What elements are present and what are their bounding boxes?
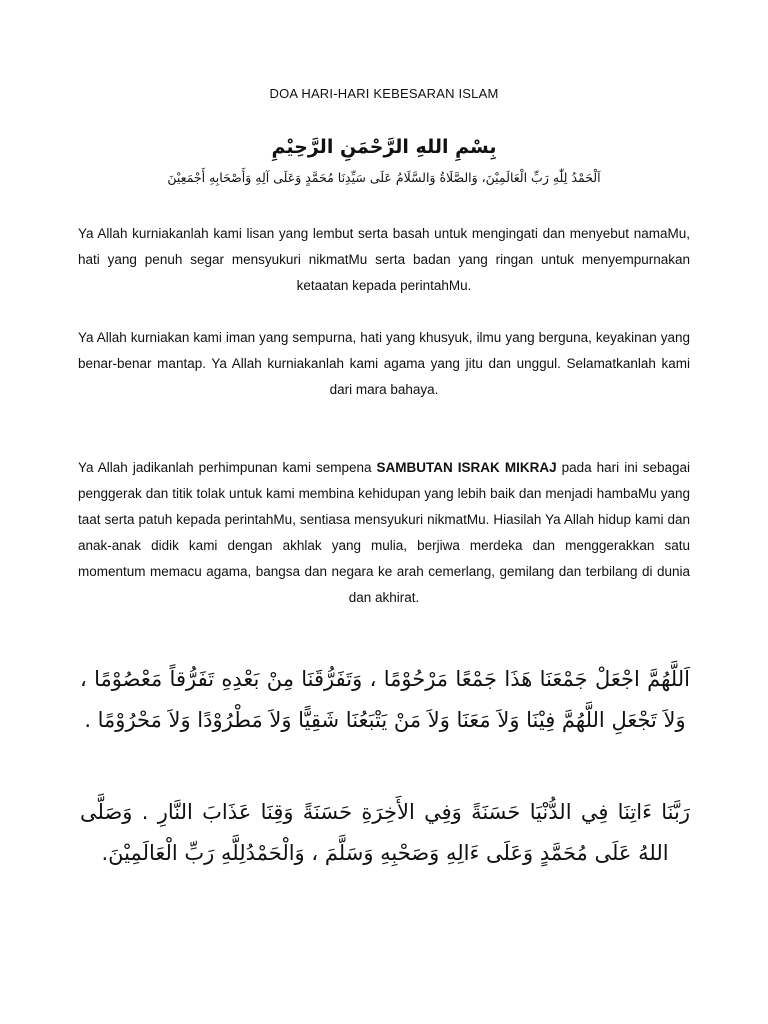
paragraph-3-body: pada hari ini sebagai penggerak dan titik tolak untuk kami membina kehidupan yang lebih baik dan menjadi hambaMu yang taat serta patuh kepada perintahMu, sentiasa mensyukuri nikmatMu. Hiasilah Ya Allah hidup kami dan anak-anak didik kami dengan akhlak yang mulia, berjiwa merdeka dan menggerakkan satu momentum memacu agama, bangsa dan negara ke arah cemerlang, gemilang dan terbilang di dunia dan akhirat. xyxy=(78,460,691,605)
prayer-paragraph-1: Ya Allah kurniakanlah kami lisan yang lembut serta basah untuk mengingati dan menyebut namaMu, hati yang penuh segar mensyukuri nikmatMu serta badan yang ringan untuk menyempurnakan ketaatan kepada perintahMu. xyxy=(78,226,690,293)
basmalah-text: بِسْمِ اللهِ الرَّحْمَنِ الرَّحِيْمِ xyxy=(271,136,497,158)
document-title: DOA HARI-HARI KEBESARAN ISLAM xyxy=(269,86,499,101)
event-name-highlight: SAMBUTAN ISRAK MIKRAJ xyxy=(376,460,557,475)
prayer-paragraph-2: Ya Allah kurniakan kami iman yang sempurna, hati yang khusyuk, ilmu yang berguna, keyakinan yang benar-benar mantap. Ya Allah kurniakanlah kami agama yang jitu dan unggul. Selamatkanlah kami dari mara bahaya. xyxy=(78,330,690,397)
arabic-doa-1: اَللَّهُمَّ اجْعَلْ جَمْعَنَا هَذَا جَمْعًا مَرْحُوْمًا ، وَتَفَرُّقَنَا مِنْ بَعْدِهِ تَفَرُّقاً مَعْصُوْمًا ، وَلاَ تَجْعَلِ اللَّهُمَّ فِيْنَا وَلاَ مَعَنَا وَلاَ مَنْ يَتْبَعُنَا شَقِيًّا وَلاَ مَطْرُوْدًا وَلاَ مَحْرُوْمًا . xyxy=(80,667,690,732)
arabic-doa-2: رَبَّنَا ءَاتِنَا فِي الدُّنْيَا حَسَنَةً وَفِي الأَخِرَةِ حَسَنَةً وَقِنَا عَذَابَ النَّارِ . وَصَلَّى اللهُ عَلَى مُحَمَّدٍ وَعَلَى ءَالِهِ وَصَحْبِهِ وَسَلَّمَ ، وَالْحَمْدُلِلَّهِ رَبِّ الْعَالَمِيْنَ. xyxy=(80,800,690,865)
prayer-paragraph-3 xyxy=(78,455,690,611)
paragraph-3-intro: Ya Allah jadikanlah perhimpunan kami sempena xyxy=(78,460,377,475)
hamdalah-text: اَلْحَمْدُ لِلّٰهِ رَبِّ الْعَالَمِيْنَ، وَالصَّلَاةُ وَالسَّلَامُ عَلَى سَيِّدِنَا مُحَمَّدٍ وَعَلَى آلِهِ وَأَصْحَابِهِ أَجْمَعِيْنَ xyxy=(167,170,601,185)
